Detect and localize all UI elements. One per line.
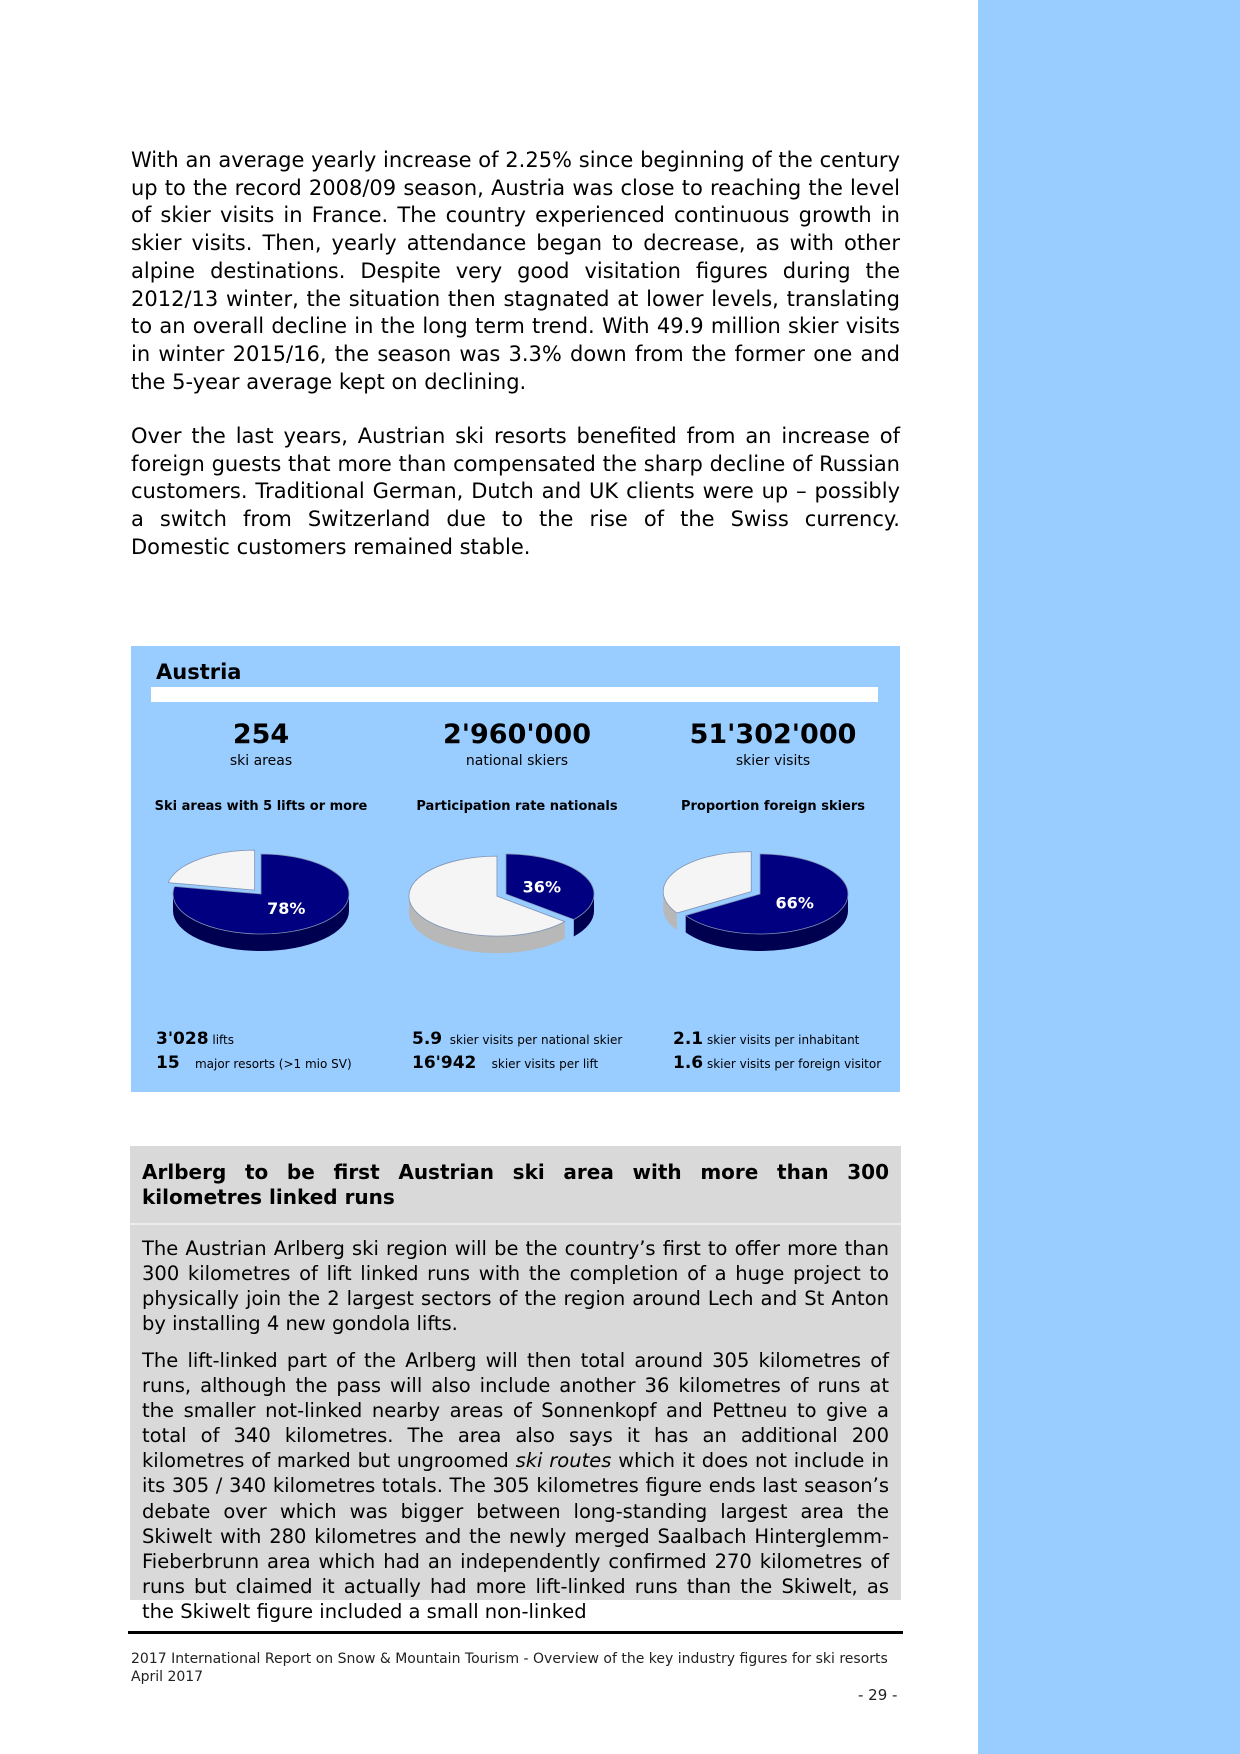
stat-national-skiers (389, 720, 645, 770)
footer-stat-label: skier visits per national skier (449, 1033, 623, 1047)
news-paragraph-2 (142, 1348, 889, 1624)
stat-ski-areas (133, 720, 389, 770)
footer-stats-col-1 (156, 1028, 352, 1076)
stat-value: 254 (232, 719, 290, 750)
pie-percent-label: 66% (775, 893, 814, 913)
pie-chart-ski-areas (166, 846, 356, 956)
chart-title-foreign: Proportion foreign skiers (680, 799, 866, 814)
pie-chart-participation (411, 846, 601, 956)
footer-stat-value: 1.6 (673, 1053, 704, 1073)
stat-value: 2'960'000 (442, 719, 592, 750)
footer-stat-value: 2.1 (673, 1029, 704, 1049)
infobox-title: Austria (156, 660, 242, 684)
footer-stat-value: 5.9 (412, 1029, 443, 1049)
footer-stat-label: skier visits per inhabitant (706, 1033, 860, 1047)
body-paragraph-2: Over the last years, Austrian ski resorts benefited from an increase of foreign guests that more than compensated the sharp decline of Russian customers. Traditional German, Dutch and UK clients were up – possibly a switch from Switzerland due to the rise of the Swiss currency. Domestic customers remained stable. (131, 424, 900, 559)
footer-stat-label: skier visits per foreign visitor (706, 1057, 882, 1071)
news-divider (130, 1223, 901, 1225)
news-p2-text-start: The lift-linked part of the Arlberg will then total around 305 kilometres of runs, although the pass will also include another 36 kilometres of runs at the smaller not-linked nearby areas of Sonnenkopf and Pettneu to give a total of 340 kilometres. The area also says it has an additional 200 kilometres of marked but ungroomed (142, 1349, 889, 1473)
news-p2-text-end: which it does not include in its 305 / 340 kilometres totals. The 305 kilometres figure ends last season’s debate over which was bigger between long-standing largest area the Skiwelt with 280 kilometres and the newly merged Saalbach Hinterglemm-Fieberbrunn area which had an independently confirmed 270 kilometres of runs but claimed it actually had more lift-linked runs than the Skiwelt, as the Skiwelt figure included a small non-linked (142, 1449, 890, 1623)
footer-stat-value: 16'942 (412, 1053, 477, 1073)
chart-title-ski-areas: Ski areas with 5 lifts or more (154, 799, 368, 814)
stat-label: ski areas (229, 753, 293, 769)
title-underline-bar (151, 687, 878, 702)
pie-chart-foreign (665, 846, 855, 956)
report-footer (131, 1650, 888, 1686)
footer-stats-col-3 (673, 1028, 881, 1076)
pie-percent-label: 78% (267, 898, 306, 918)
footer-stat-label: major resorts (>1 mio SV) (194, 1057, 352, 1071)
footer-stat-value: 3'028 (156, 1029, 209, 1049)
footer-report-title: 2017 International Report on Snow & Mountain Tourism - Overview of the key industry figures for ski resorts (131, 1651, 888, 1667)
news-paragraph-1: The Austrian Arlberg ski region will be the country’s first to offer more than 300 kilometres of lift linked runs with the completion of a huge project to physically join the 2 largest sectors of the region around Lech and St Anton by installing 4 new gondola lifts. (142, 1237, 889, 1336)
stat-label: national skiers (465, 753, 569, 769)
stat-skier-visits (645, 720, 901, 770)
pie-slice-remainder-group (168, 850, 254, 890)
stat-label: skier visits (735, 753, 811, 769)
footer-stat-label: skier visits per lift (491, 1057, 599, 1071)
footer-stats-col-2 (412, 1028, 622, 1076)
pie-percent-label: 36% (522, 877, 561, 897)
stat-value: 51'302'000 (689, 719, 857, 750)
page-number: - 29 - (858, 1686, 898, 1704)
footer-stat-value: 15 (156, 1053, 180, 1073)
right-sidebar-band (978, 0, 1240, 1754)
footer-date: April 2017 (131, 1669, 204, 1685)
news-p2-italic: ski routes (515, 1449, 612, 1473)
news-title: Arlberg to be first Austrian ski area with more than 300 kilometres linked runs (142, 1160, 889, 1209)
body-paragraph-1: With an average yearly increase of 2.25% since beginning of the century up to the record 2008/09 season, Austria was close to reaching the level of skier visits in France. The country experienced continuous growth in skier visits. Then, yearly attendance began to decrease, as with other alpine destinations. Despite very good visitation figures during the 2012/13 winter, the situation then stagnated at lower levels, translating to an overall decline in the long term trend. With 49.9 million skier visits in winter 2015/16, the season was 3.3% down from the former one and the 5-year average kept on declining. (131, 148, 900, 394)
chart-title-participation: Participation rate nationals (416, 799, 618, 814)
footer-divider (128, 1631, 903, 1634)
footer-stat-label: lifts (212, 1033, 234, 1047)
arlberg-news-box (130, 1146, 901, 1623)
pie-slice-remainder (168, 850, 254, 890)
austria-infobox (131, 646, 900, 1092)
